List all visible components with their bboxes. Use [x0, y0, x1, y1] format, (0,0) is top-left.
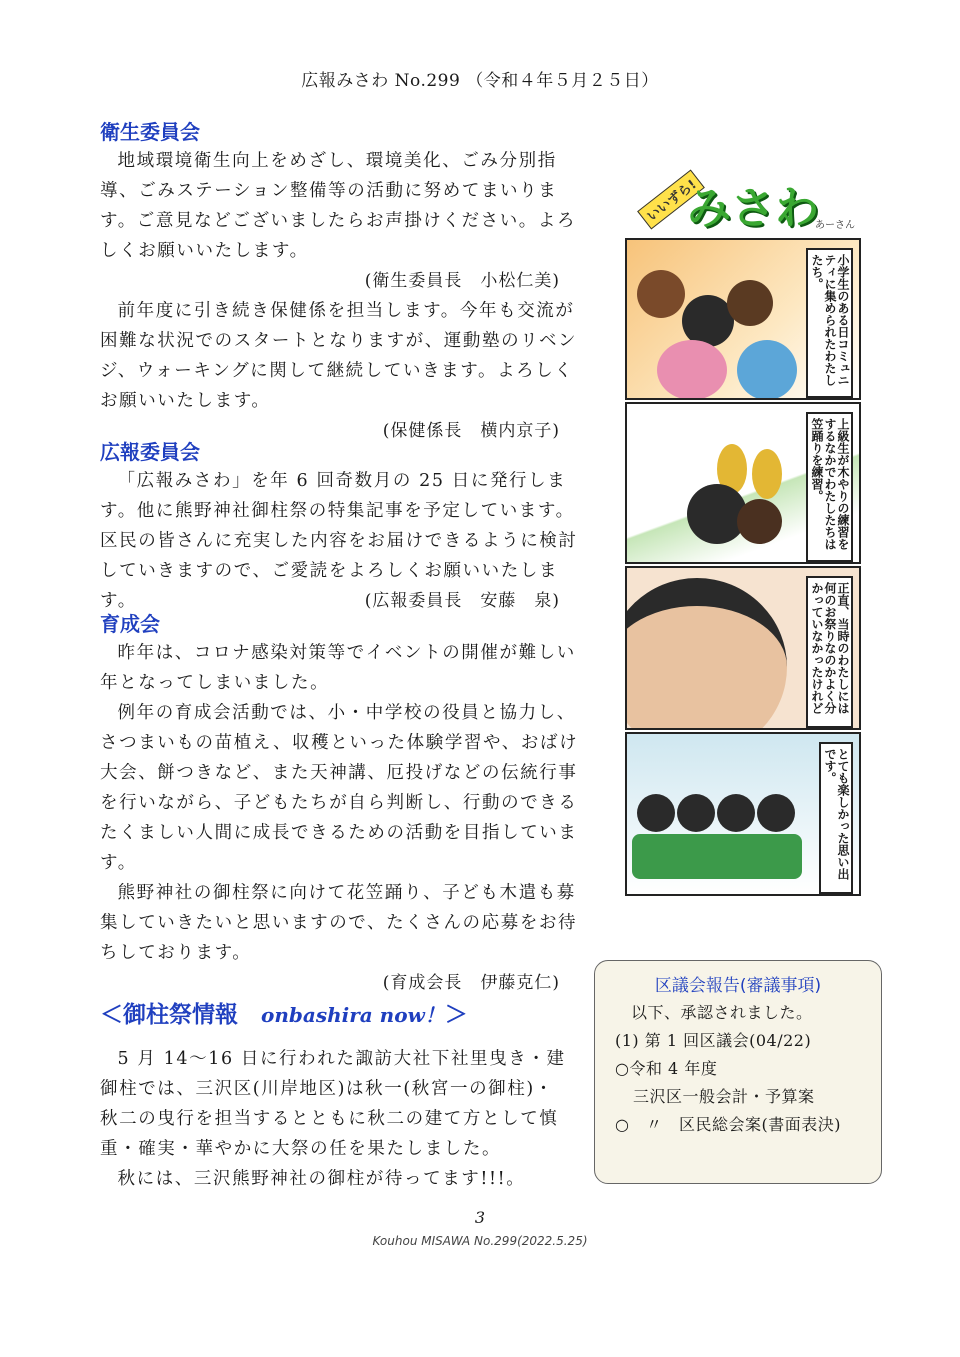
report-line-4: 三沢区一般会計・予算案 [633, 1087, 815, 1106]
section-title-eisei: 衛生委員会 [100, 120, 200, 144]
footer-text: Kouhou MISAWA No.299(2022.5.25) [372, 1234, 588, 1248]
section-onbashira [100, 1044, 570, 1194]
manga-caption-4: とても楽しかった思い出です。 [819, 742, 853, 894]
child-figure [727, 280, 773, 326]
manga-strip [615, 150, 865, 910]
manga-title: みさわ [687, 183, 819, 234]
manga-caption-2: 上級生が木やりの練習をするなかでわたしたちは笠踊りを練習。 [806, 412, 853, 562]
report-line-3: ○令和 4 年度 [615, 1059, 718, 1078]
report-line-1: 以下、承認されました。 [631, 1003, 813, 1022]
ikusei-paragraphs [100, 638, 590, 968]
ikusei-paragraph-2: 例年の育成会活動では、小・中学校の役員と協力し、さつまいもの苗植え、収穫といった体験学習や、おばけ大会、餅つきなど、また天神講、厄投げなどの伝統行事を行いながら、子どもたちが自ら判断し、行動のできるたくましい人間に成長できるための活動を目指しています。 [100, 703, 579, 873]
ikusei-paragraph-3: 熊野神社の御柱祭に向けて花笠踊り、子ども木遣も募集していきたいと思いますので、たくさんの応募をお待ちしております。 [100, 883, 578, 963]
dancer-figure [757, 794, 795, 832]
manga-caption-3: 正直、当時のわたしには何のお祭りなのかよく分かっていなかったけれど [806, 576, 853, 728]
manga-caption-1: 小学生のある日コミュニティに集められたわたしたち。 [806, 248, 853, 398]
onbashira-title-en: onbashira now！ [261, 1003, 445, 1027]
child-figure [737, 499, 782, 544]
kouhou-paragraph: 「広報みさわ」を年 6 回奇数月の 25 日に発行します。他に熊野神社御柱祭の特集記事を予定しています。区民の皆さんに充実した内容をお届けできるように検討していきますので、ご愛読をよろしくお願いいたします。 [100, 471, 578, 611]
manga-panel-2 [625, 402, 861, 564]
manga-subtitle: いいずら! [637, 170, 705, 230]
dancer-figure [637, 794, 675, 832]
child-figure [737, 340, 797, 400]
dancer-figure [717, 794, 755, 832]
dancer-figure [677, 794, 715, 832]
pompom-figure [752, 449, 782, 499]
face-closeup-figure [625, 578, 787, 730]
child-figure [657, 340, 727, 400]
section-eisei [100, 118, 590, 446]
eisei-paragraph-1: 地域環境衛生向上をめざし、環境美化、ごみ分別指導、ごみステーション整備等の活動に努めてまいります。ご意見などございましたらお声掛けください。よろしくお願いいたします。 [100, 151, 577, 261]
ikusei-signature: (育成会長 伊藤克仁) [382, 973, 560, 993]
child-figure [637, 270, 685, 318]
eisei-signature-2: (保健係長 横内京子) [382, 421, 560, 441]
eisei-signature-1: (衛生委員長 小松仁美) [364, 271, 560, 291]
assembly-report-box [594, 960, 882, 1184]
report-line-2: (1) 第 1 回区議会(04/22) [615, 1031, 812, 1050]
page-number: 3 [474, 1208, 486, 1227]
report-line-5: ○ 〃 区民総会案(書面表決) [615, 1115, 841, 1134]
onbashira-title-ja: ＜御柱祭情報 [100, 1002, 261, 1028]
ikusei-paragraph-1: 昨年は、コロナ感染対策等でイベントの開催が難しい年となってしまいました。 [100, 643, 576, 693]
onbashira-paragraph-1: 5 月 14〜16 日に行われた諏訪大社下社里曳き・建御柱では、三沢区(川岸地区)は秋一(秋宮一の御柱)・秋二の曳行を担当するとともに秋二の建て方として慎重・確実・華やかに大祭の任を果たしました。 [100, 1049, 566, 1159]
report-title: 区議会報告(審議事項) [654, 976, 822, 996]
section-ikusei [100, 610, 590, 998]
section-title-kouhou: 広報委員会 [100, 440, 200, 464]
manga-author: あーさん [815, 220, 855, 231]
onbashira-title-end: ＞ [444, 1002, 468, 1028]
onbashira-paragraph-2: 秋には、三沢熊野神社の御柱が待ってます!!!。 [117, 1169, 526, 1189]
manga-header [615, 150, 865, 232]
manga-panel-4 [625, 732, 861, 896]
section-title-ikusei: 育成会 [100, 612, 160, 636]
section-kouhou [100, 438, 590, 616]
onbashira-title [100, 998, 580, 1032]
manga-panel-1 [625, 238, 861, 400]
dancers-body-figure [632, 834, 802, 879]
eisei-paragraph-2: 前年度に引き続き保健係を担当します。今年も交流が困難な状況でのスタートとなりますが、運動塾のリベンジ、ウォーキングに関して継続していきます。よろしくお願いいたします。 [100, 301, 578, 411]
kouhou-signature: (広報委員長 安藤 泉) [364, 591, 560, 611]
manga-panel-3 [625, 566, 861, 730]
page-header: 広報みさわ No.299 （令和４年５月２５日） [301, 71, 659, 91]
